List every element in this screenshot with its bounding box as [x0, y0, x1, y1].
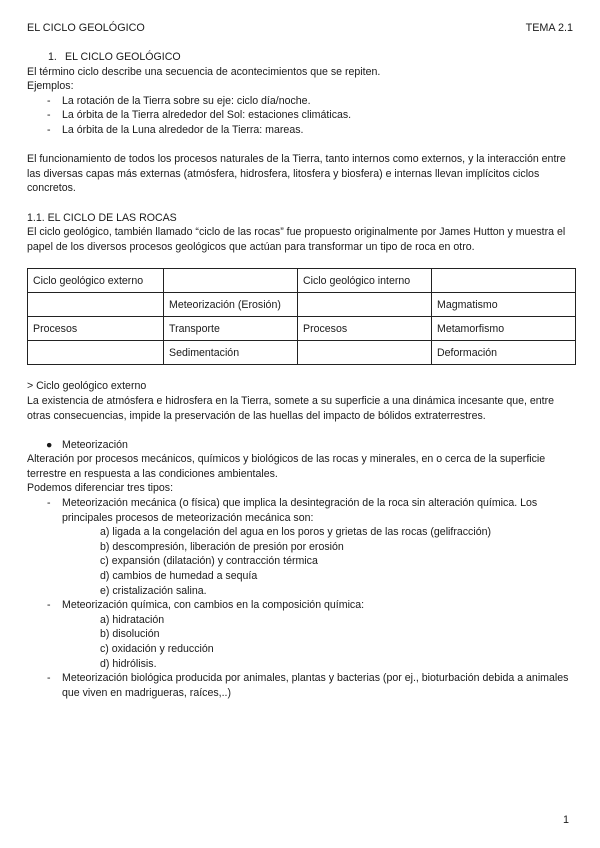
biological-weathering: Meteorización biológica producida por animales, plantas y bacterias (por ej., bioturbación debida a animales que viven en madrigueras, raíces,..) [62, 672, 569, 699]
header-topic: TEMA 2.1 [525, 22, 573, 34]
table-cell [28, 293, 164, 317]
table-cell: Procesos [298, 317, 432, 341]
weathering-types-list [27, 496, 577, 525]
list-item: c) expansión (dilatación) y contracción térmica [100, 555, 318, 568]
section-1-paragraph: El funcionamiento de todos los procesos naturales de la Tierra, tanto internos como externos, y la interacción entre las diversas capas más externas (atmósfera, hidrosfera, litosfera y biosfera) e internas llevan implícitos ciclos concretos. [27, 153, 566, 195]
table-cell [298, 293, 432, 317]
list-item: - La órbita de la Tierra alrededor del Sol: estaciones climáticas. [27, 108, 577, 123]
list-item [27, 671, 577, 700]
list-item: b) descompresión, liberación de presión por erosión [100, 540, 344, 553]
table-cell: Transporte [164, 317, 298, 341]
weathering-types-label: Podemos diferenciar tres tipos: [27, 482, 174, 495]
table-cell [164, 269, 298, 293]
list-item: d) cambios de humedad a sequía [100, 570, 258, 583]
list-item [27, 598, 577, 613]
examples-list [27, 94, 577, 138]
table-cell: Deformación [432, 341, 576, 365]
weathering-definition: Alteración por procesos mecánicos, químicos y biológicos de las rocas y minerales, en o cerca de la superficie terrestre en respuesta a las condiciones ambientales. [27, 453, 546, 480]
table-cell: Procesos [28, 317, 164, 341]
header-title: EL CICLO GEOLÓGICO [27, 22, 145, 34]
weathering-types-list [27, 598, 577, 613]
table-cell [298, 341, 432, 365]
table-cell [28, 341, 164, 365]
list-item: b) disolución [100, 628, 160, 641]
table-cell [432, 269, 576, 293]
table-row [28, 293, 576, 317]
rock-cycle-table [27, 268, 576, 365]
table-row [28, 317, 576, 341]
bullet-icon: ● [46, 438, 53, 451]
table-cell: Metamorfismo [432, 317, 576, 341]
mechanical-processes-list [27, 525, 577, 598]
weathering-heading: ● Meteorización [46, 438, 128, 451]
table-cell: Sedimentación [164, 341, 298, 365]
external-cycle-paragraph: La existencia de atmósfera e hidrosfera en la Tierra, somete a su superficie a una dinámica incesante que, entre otras consecuencias, impide la preservación de las huellas del impacto de bólidos extraterrestres. [27, 394, 555, 422]
table-cell: Ciclo geológico externo [28, 269, 164, 293]
chemical-processes-list [27, 613, 577, 671]
list-item: - La rotación de la Tierra sobre su eje: ciclo día/noche. [27, 94, 577, 109]
list-item: e) cristalización salina. [100, 584, 207, 597]
chemical-weathering: Meteorización química, con cambios en la composición química: [62, 599, 365, 612]
mechanical-weathering: Meteorización mecánica (o física) que implica la desintegración de la roca sin alteración química. Los principales procesos de meteorización mecánica son: [62, 497, 538, 524]
table-cell: Magmatismo [432, 293, 576, 317]
list-item [27, 496, 577, 525]
table-cell: Meteorización (Erosión) [164, 293, 298, 317]
list-item: a) hidratación [100, 613, 165, 626]
page-content [27, 50, 577, 700]
table-row [28, 269, 576, 293]
list-item: - La órbita de la Luna alrededor de la Tierra: mareas. [27, 123, 577, 138]
examples-label: Ejemplos: [27, 80, 74, 93]
section-1-intro: El término ciclo describe una secuencia de acontecimientos que se repiten. [27, 65, 381, 78]
external-cycle-heading: > Ciclo geológico externo [27, 380, 147, 393]
list-item: d) hidrólisis. [100, 657, 157, 670]
section-1-1-paragraph: El ciclo geológico, también llamado “ciclo de las rocas” fue propuesto originalmente por James Hutton y muestra el papel de los diversos procesos geológicos que actúan para transformar un tipo de roca en otro. [27, 226, 566, 253]
list-item: a) ligada a la congelación del agua en los poros y grietas de las rocas (gelifracción) [100, 526, 492, 539]
list-item: c) oxidación y reducción [100, 643, 214, 655]
section-1-heading: 1. EL CICLO GEOLÓGICO [48, 51, 181, 63]
table-cell: Ciclo geológico interno [298, 269, 432, 293]
page-number: 1 [562, 814, 569, 826]
section-1-1-heading: 1.1. EL CICLO DE LAS ROCAS [27, 211, 177, 224]
weathering-types-list [27, 671, 577, 700]
table-row [28, 341, 576, 365]
